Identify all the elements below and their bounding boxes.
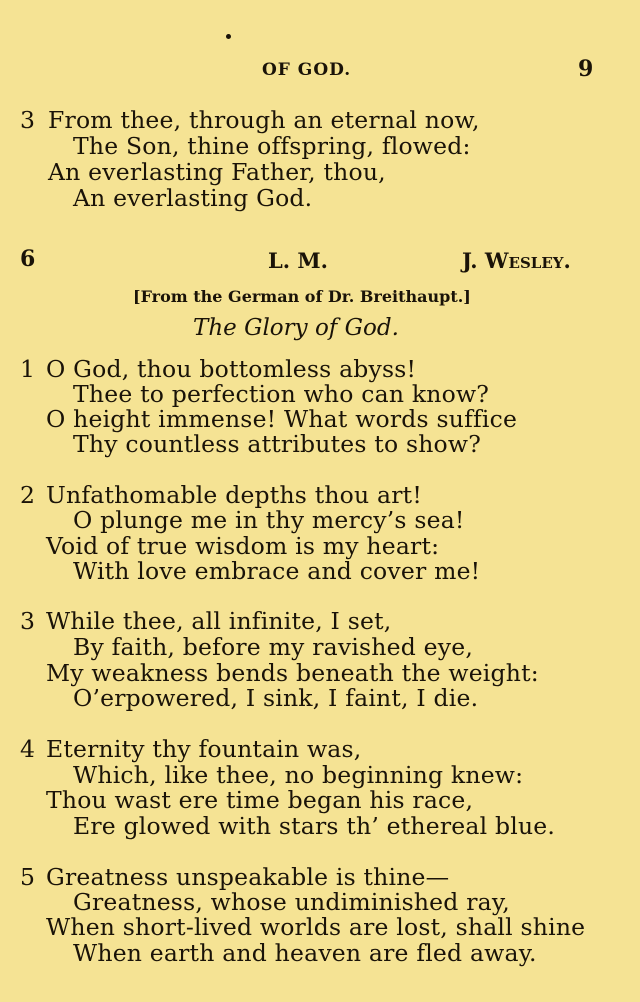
ink-dot [226,34,231,39]
stanza-number: 5 [20,863,35,891]
verse-line: Thee to perfection who can know? [73,380,490,408]
verse-line: Which, like thee, no beginning knew: [73,761,524,789]
verse-line: An everlasting God. [73,184,313,212]
verse-line: My weakness bends beneath the weight: [46,659,539,687]
verse-line: When earth and heaven are fled away. [73,939,537,967]
running-head: OF GOD. [262,60,352,80]
verse-line: From thee, through an eternal now, [48,106,480,134]
hymn-author: J. Wesley. [462,248,571,273]
verse-line: An everlasting Father, thou, [48,158,386,186]
verse-line: O’erpowered, I sink, I faint, I die. [73,684,479,712]
verse-line: By faith, before my ravished eye, [73,633,474,661]
verse-line: Ere glowed with stars th’ ethereal blue. [73,812,556,840]
verse-line: O height immense! What words suffice [46,405,518,433]
verse-line: While thee, all infinite, I set, [46,607,392,635]
verse-line: O plunge me in thy mercy’s sea! [73,506,465,534]
hymn-number: 6 [20,246,36,272]
verse-line: When short-lived worlds are lost, shall shine [46,913,586,941]
verse-line: With love embrace and cover me! [73,557,481,585]
stanza-number: 2 [20,481,35,509]
stanza-number: 4 [20,735,35,763]
verse-line: Eternity thy fountain was, [46,735,362,763]
stanza-number: 1 [20,355,35,383]
hymn-title: The Glory of God. [193,315,399,341]
verse-line: O God, thou bottomless abyss! [46,355,417,383]
verse-line: The Son, thine offspring, flowed: [73,132,471,160]
page-number: 9 [578,56,594,82]
verse-line: Thou wast ere time began his race, [46,786,474,814]
hymn-meter: L. M. [268,248,328,273]
verse-line: Void of true wisdom is my heart: [46,532,440,560]
verse-line: Thy countless attributes to show? [73,430,482,458]
verse-line: Greatness, whose undiminished ray, [73,888,510,916]
hymn-source: [From the German of Dr. Breithaupt.] [133,287,471,306]
stanza-number: 3 [20,106,35,134]
stanza-number: 3 [20,607,35,635]
verse-line: Unfathomable depths thou art! [46,481,422,509]
verse-line: Greatness unspeakable is thine— [46,863,450,891]
